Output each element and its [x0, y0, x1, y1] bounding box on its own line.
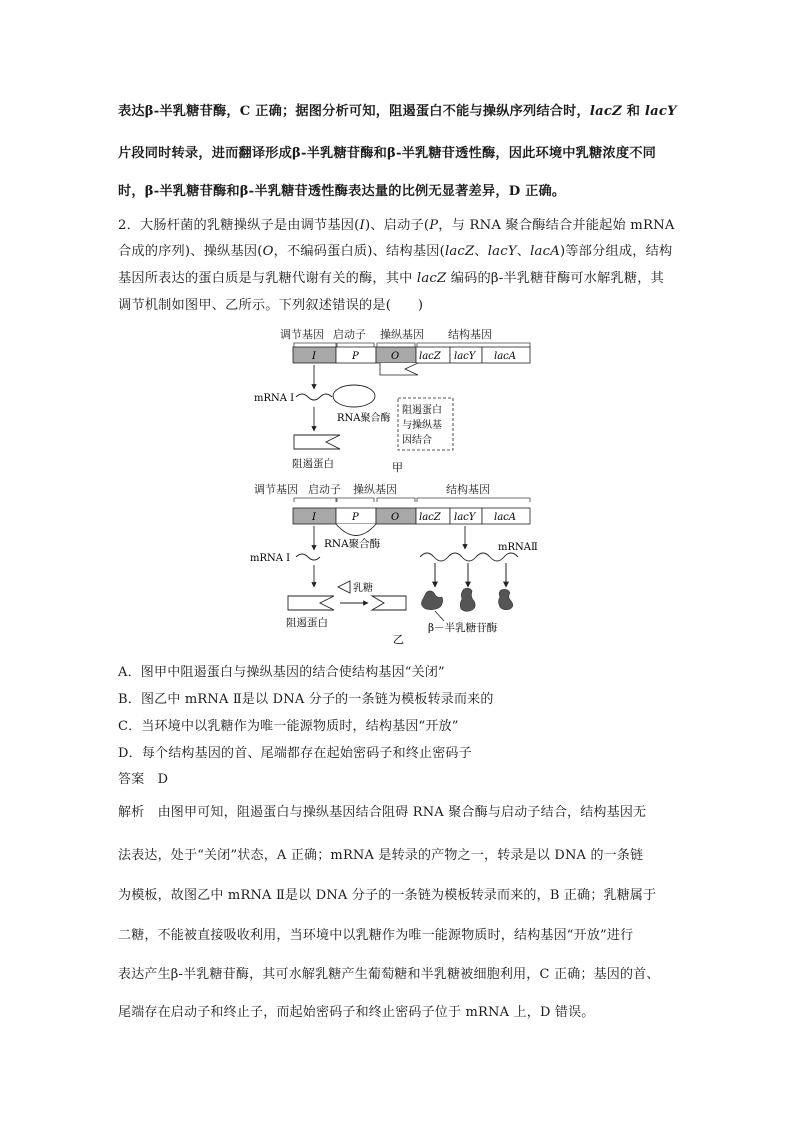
header-promoter: 启动子 [333, 328, 366, 341]
bracket [294, 343, 336, 347]
gene-lacz: lacZ [589, 104, 622, 119]
text-span: ，不编码蛋白质)、结构基因( [273, 244, 445, 259]
option-c: C．当环境中以乳糖作为唯一能源物质时，结构基因“开放” [118, 719, 459, 734]
header-promoter: 启动子 [308, 483, 341, 496]
text-span: 、 [474, 244, 488, 259]
repressor-label-jia: 阻遏蛋白 [292, 458, 334, 470]
annotation-line-1: 阻遏蛋白 [402, 405, 442, 416]
lactose-label: 乳糖 [353, 583, 373, 594]
mrna-1-label-jia: mRNA Ⅰ [254, 393, 295, 404]
gene-bar-yi [293, 508, 530, 524]
text-span: )等部分组成，结构 [559, 244, 673, 259]
mrna-2-label: mRNAⅡ [498, 542, 538, 553]
question-line-3 [118, 267, 664, 286]
gene-symbol: lacY [487, 244, 517, 259]
leader-line [435, 611, 444, 621]
segment-o: O [391, 512, 400, 523]
header-structural-genes: 结构基因 [448, 328, 492, 341]
label-jia: 甲 [392, 461, 403, 474]
option-a: A．图甲中阻遏蛋白与操纵基因的结合使结构基因“关闭” [118, 665, 445, 680]
gene-symbol: O [262, 244, 274, 259]
rna-polymerase-label-jia: RNA聚合酶 [337, 413, 391, 424]
gene-symbol: P [429, 218, 439, 233]
analysis-line-5: 表达产生β-半乳糖苷酶，其可水解乳糖产生葡萄糖和半乳糖被细胞利用，C 正确；基因的首、 [118, 967, 660, 982]
repressor-shape-jia [294, 435, 340, 449]
enzyme-blob-2 [460, 588, 475, 611]
analysis-line-6: 尾端存在启动子和终止子，而起始密码子和终止密码子位于 mRNA 上，D 错误。 [118, 1005, 595, 1020]
prev-answer-line-3: 时，β-半乳糖苷酶和β-半乳糖苷透性酶表达量的比例无显著差异，D 正确。 [118, 184, 566, 199]
mrna-2-wave [420, 553, 518, 561]
rna-polymerase-shape-yi [336, 524, 376, 536]
text-span: 、 [516, 244, 531, 259]
option-b: B．图乙中 mRNA Ⅱ是以 DNA 分子的一条链为模板转录而来的 [118, 692, 494, 707]
segment-p: P [352, 351, 359, 362]
option-d: D．每个结构基因的首、尾端都存在起始密码子和终止密码子 [118, 746, 472, 761]
annotation-line-3: 因结合 [402, 435, 432, 446]
segment-i: I [312, 512, 316, 523]
segment-p: P [352, 512, 359, 523]
repressor-shape-yi [288, 596, 334, 610]
segment-laca: lacA [494, 512, 516, 523]
enzyme-label: β－半乳糖苷酶 [428, 622, 498, 634]
segment-i: I [312, 351, 316, 362]
mrna-1-wave-jia [296, 394, 332, 400]
mrna-1-wave-yi [296, 554, 320, 560]
analysis-line-1: 解析 由图甲可知，阻遏蛋白与操纵基因结合阻碍 RNA 聚合酶与启动子结合，结构基因无 [118, 805, 647, 820]
bracket [417, 498, 530, 502]
answer: 答案 D [118, 772, 169, 787]
gene-symbol: lacA [530, 244, 560, 259]
segment-o: O [391, 351, 400, 362]
bracket [417, 343, 530, 347]
question-line-4: 调节机制如图甲、乙所示。下列叙述错误的是( ) [118, 298, 424, 313]
text-span: 基因所表达的蛋白质是与乳糖代谢有关的酶，其中 [118, 271, 417, 286]
header-operator: 操纵基因 [380, 328, 424, 341]
inactive-repressor-shape [372, 596, 406, 610]
rna-polymerase-shape-jia [333, 385, 375, 407]
analysis-line-3: 为模板，故图乙中 mRNA Ⅱ是以 DNA 分子的一条链为模板转录而来的，B 正确；乳糖属于 [118, 888, 657, 903]
header-regulatory-gene: 调节基因 [280, 328, 324, 341]
text-span: 和 [621, 104, 645, 119]
gene-symbol: I [359, 218, 365, 233]
mrna-1-label-yi: mRNA Ⅰ [250, 553, 291, 564]
prev-answer-line-1 [118, 100, 677, 119]
header-structural-genes: 结构基因 [446, 483, 490, 496]
gene-lacy: lacY [644, 104, 677, 119]
question-line-1 [118, 214, 675, 233]
bracket [377, 343, 415, 347]
gene-symbol: lacZ [416, 271, 447, 286]
annotation-line-2: 与操纵基 [402, 420, 442, 431]
bracket [294, 498, 336, 502]
rna-polymerase-label-yi: RNA聚合酶 [324, 538, 381, 550]
bound-repressor-shape [380, 363, 418, 375]
text-span: 表达β-半乳糖苷酶，C 正确；据图分析可知，阻遏蛋白不能与操纵序列结合时， [118, 104, 590, 119]
segment-lacz: lacZ [419, 351, 441, 362]
gene-bar-jia [293, 347, 530, 363]
header-operator: 操纵基因 [353, 483, 397, 496]
text-span: 编码的β-半乳糖苷酶可水解乳糖，其 [446, 271, 665, 286]
enzyme-blob-1 [422, 591, 443, 610]
segment-lacy: lacY [454, 351, 476, 362]
analysis-line-4: 二糖，不能被直接吸收利用，当环境中以乳糖作为唯一能源物质时，结构基因“开放”进行 [118, 928, 634, 943]
bracket [337, 498, 374, 502]
bracket [377, 498, 415, 502]
segment-lacy: lacY [454, 512, 476, 523]
header-regulatory-gene: 调节基因 [254, 483, 298, 496]
text-span: 2．大肠杆菌的乳糖操纵子是由调节基因( [118, 218, 360, 233]
gene-symbol: lacZ [444, 244, 475, 259]
segment-laca: lacA [494, 351, 516, 362]
question-line-2 [118, 240, 672, 259]
lac-operon-diagram [240, 325, 560, 660]
text-span: 合成的序列)、操纵基因( [118, 244, 263, 259]
segment-lacz: lacZ [419, 512, 441, 523]
label-yi: 乙 [393, 633, 404, 646]
bracket [337, 343, 374, 347]
analysis-line-2: 法表达，处于“关闭”状态，A 正确；mRNA 是转录的产物之一，转录是以 DNA 的一条链 [118, 848, 644, 863]
text-span: ，与 RNA 聚合酶结合并能起始 mRNA [438, 218, 675, 233]
text-span: )、启动子( [364, 218, 430, 233]
enzyme-blob-3 [499, 589, 513, 609]
prev-answer-line-2: 片段同时转录，进而翻译形成β-半乳糖苷酶和β-半乳糖苷透性酶，因此环境中乳糖浓度不同 [118, 146, 656, 161]
lactose-shape [338, 581, 350, 593]
repressor-label-yi: 阻遏蛋白 [286, 617, 328, 629]
